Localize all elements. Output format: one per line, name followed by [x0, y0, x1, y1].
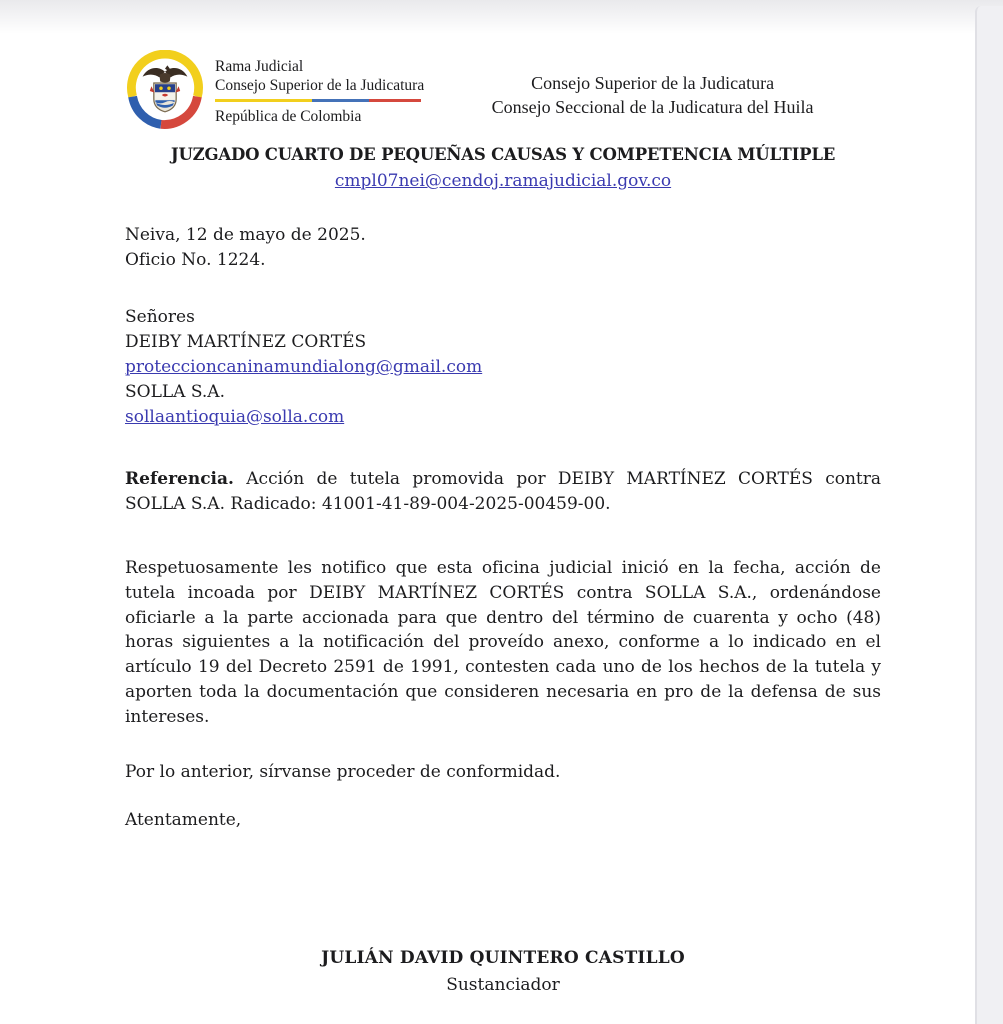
- reference-text: Acción de tutela promovida por DEIBY MARTÍNEZ CORTÉS contra SOLLA S.A. Radicado: 41001-41-89-004-2025-00459-00.: [125, 469, 882, 515]
- letterhead-left-line1: Rama Judicial: [215, 58, 304, 75]
- tricolor-divider: [215, 99, 421, 102]
- rama-judicial-emblem-icon: [125, 50, 205, 132]
- signatory-title: Sustanciador: [446, 975, 560, 996]
- meta-block: [125, 223, 881, 273]
- recipients-block: [125, 305, 881, 429]
- court-email-link[interactable]: cmpl07nei@cendoj.ramajudicial.gov.co: [334, 171, 672, 191]
- tricolor-red-segment: [369, 99, 421, 102]
- reference-label: Referencia.: [125, 469, 234, 490]
- closing-line: Atentamente,: [125, 810, 242, 831]
- recipient-email-link[interactable]: sollaantioquia@solla.com: [125, 406, 345, 427]
- recipient-email-line: [125, 355, 881, 380]
- tricolor-yellow-segment: [215, 99, 312, 102]
- recipient-name: DEIBY MARTÍNEZ CORTÉS: [125, 332, 367, 353]
- tricolor-blue-segment: [312, 99, 370, 102]
- court-email-line: [125, 169, 881, 194]
- letterhead-left-line3: República de Colombia: [215, 108, 362, 125]
- recipient-email-link[interactable]: proteccioncaninamundialong@gmail.com: [125, 356, 483, 377]
- letterhead-left-line2: Consejo Superior de la Judicatura: [215, 77, 425, 94]
- date-line: Neiva, 12 de mayo de 2025.: [125, 224, 366, 245]
- letterhead-right-line2: Consejo Seccional de la Judicatura del Huila: [491, 97, 814, 117]
- letterhead: [125, 45, 881, 137]
- recipients-salutation: Señores: [125, 307, 195, 328]
- court-title: JUZGADO CUARTO DE PEQUEÑAS CAUSAS Y COMPETENCIA MÚLTIPLE: [170, 145, 836, 164]
- signatory-name: JULIÁN DAVID QUINTERO CASTILLO: [321, 948, 685, 969]
- recipient-name: SOLLA S.A.: [125, 381, 225, 402]
- oficio-line: Oficio No. 1224.: [125, 249, 266, 270]
- recipient-email-line: [125, 405, 881, 430]
- letterhead-right-line1: Consejo Superior de la Judicatura: [531, 73, 775, 93]
- body-paragraph-1: Respetuosamente les notifico que esta oficina judicial inició en la fecha, acción de tutela incoada por DEIBY MARTÍNEZ CORTÉS contra SOLLA S.A., ordenándose oficiarle a la parte accionada para que dentro del término de cuarenta y ocho (48) horas siguientes a la notificación del proveído anexo, conforme a lo indicado en el artículo 19 del Decreto 2591 de 1991, contesten cada uno de los hechos de la tutela y aporten toda la documentación que consideren necesaria en pro de la defensa de sus intereses.: [125, 557, 881, 727]
- signature-block: [125, 948, 881, 995]
- reference-paragraph: [125, 467, 881, 517]
- letterhead-right: [424, 45, 881, 119]
- letterhead-left: [215, 45, 424, 126]
- body-paragraph-2: Por lo anterior, sírvanse proceder de conformidad.: [125, 761, 561, 782]
